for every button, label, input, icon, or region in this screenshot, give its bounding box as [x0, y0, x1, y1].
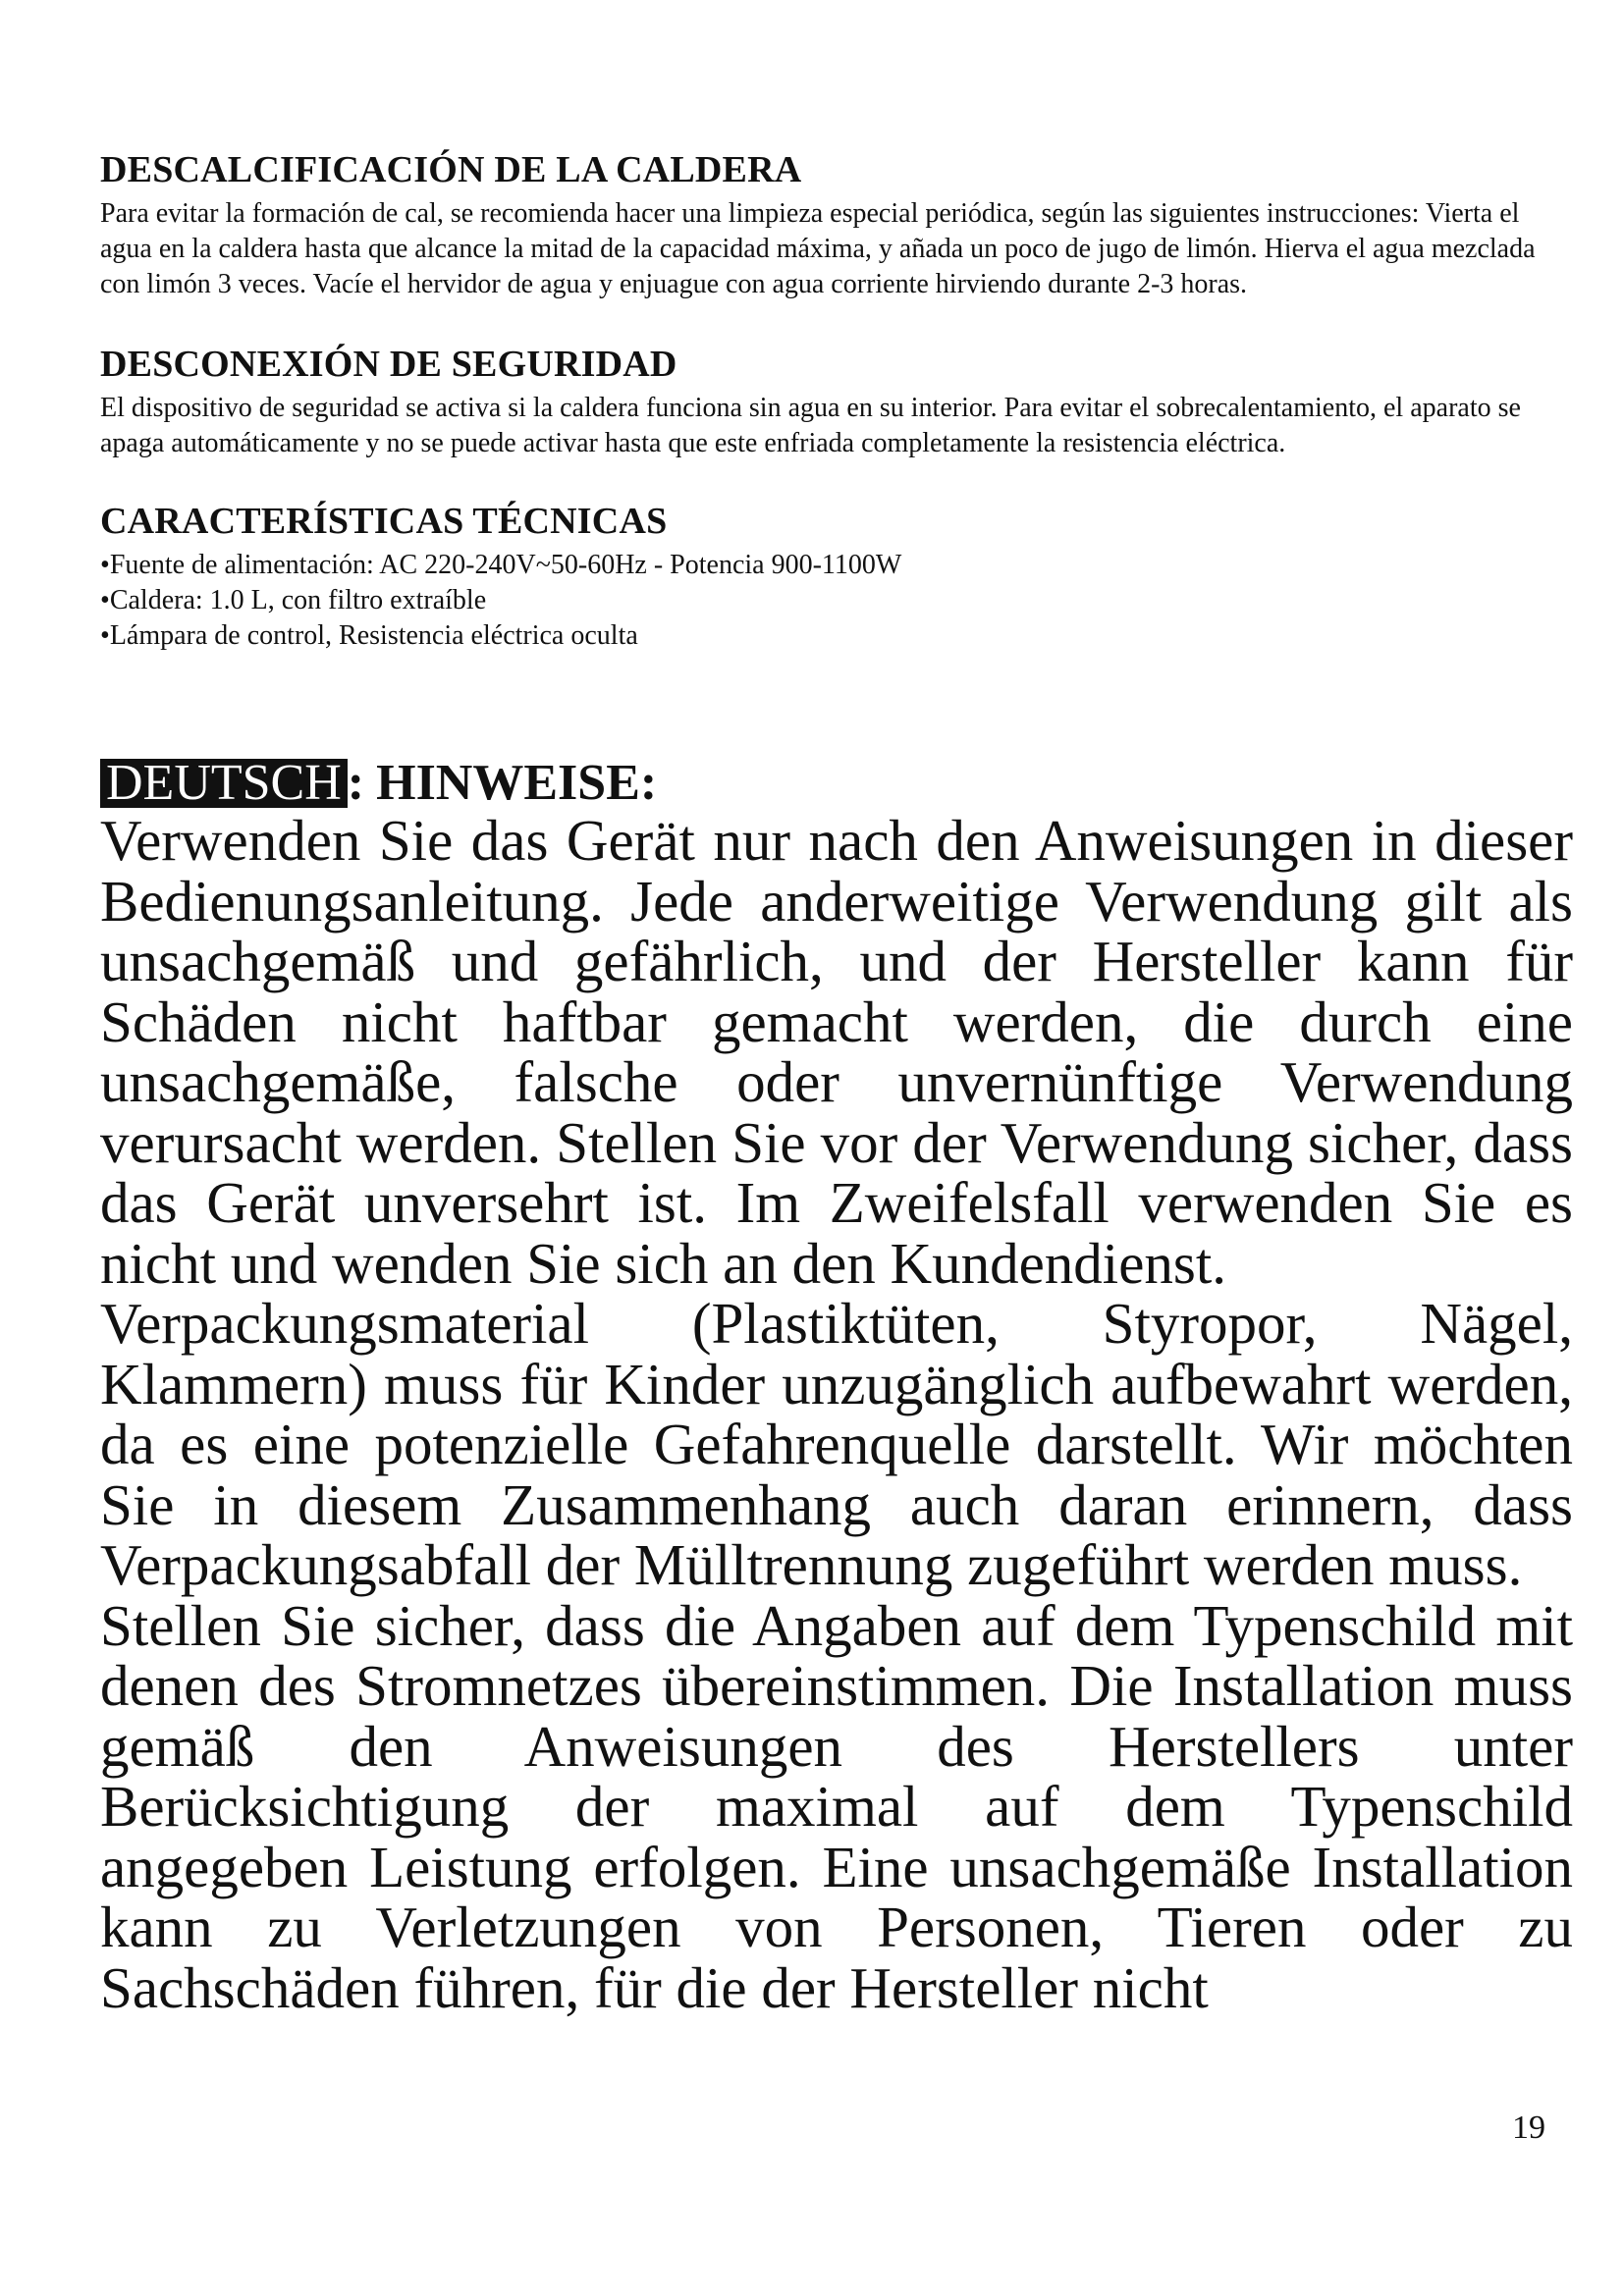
deutsch-paragraph: Stellen Sie sicher, dass die Angaben auf dem Typenschild mit denen des Stromnetzes übereinstimmen. Die Installation muss gemäß den Anweisungen des Herstellers unter Berücksichtigung der maximal auf dem Typenschild angegeben Leistung erfolgen. Eine unsachgemäße Installation kann zu Verletzungen von Personen, Tieren oder zu Sachschäden führen, für die der Hersteller nicht	[100, 1592, 1573, 2020]
deutsch-heading-suffix: HINWEISE:	[376, 755, 658, 811]
section-desconexion	[100, 342, 1573, 461]
spec-item: • Fuente de alimentación: AC 220-240V~50-60Hz - Potencia 900-1100W	[100, 548, 1573, 583]
heading-colon: :	[347, 755, 365, 811]
section-deutsch	[100, 756, 1573, 2018]
deutsch-paragraph: Verpackungsmaterial (Plastiktüten, Styropor, Nägel, Klammern) muss für Kinder unzugänglich aufbewahrt werden, da es eine potenzielle Gefahrenquelle darstellt. Wir möchten Sie in diesem Zusammenhang auch daran erinnern, dass Verpackungsabfall der Mülltrennung zugeführt werden muss.	[100, 1291, 1573, 1597]
section-descalcificacion	[100, 147, 1573, 302]
spec-item: • Caldera: 1.0 L, con filtro extraíble	[100, 583, 1573, 618]
section-title-caracteristicas: CARACTERÍSTICAS TÉCNICAS	[100, 501, 668, 542]
spec-list	[100, 548, 1573, 654]
section-title-descalcificacion: DESCALCIFICACIÓN DE LA CALDERA	[100, 149, 802, 190]
page-content	[100, 147, 1573, 2018]
section-text-desconexion: El dispositivo de seguridad se activa si la caldera funciona sin agua en su interior. Para evitar el sobrecalentamiento, el aparato se apaga automáticamente y no se puede activar hasta que este enfriada completamente la resistencia eléctrica.	[100, 393, 1521, 458]
section-caracteristicas	[100, 499, 1573, 654]
section-title-desconexion: DESCONEXIÓN DE SEGURIDAD	[100, 344, 677, 385]
deutsch-heading	[100, 756, 1573, 811]
section-text-descalcificacion: Para evitar la formación de cal, se recomienda hacer una limpieza especial periódica, según las siguientes instrucciones: Vierta el agua en la caldera hasta que alcance la mitad de la capacidad máxima, y añada un poco de jugo de limón. Hierva el agua mezclada con limón 3 veces. Vacíe el hervidor de agua y enjuague con agua corriente hirviendo durante 2-3 horas.	[100, 198, 1536, 299]
page-number: 19	[1512, 2109, 1545, 2146]
deutsch-paragraph: Verwenden Sie das Gerät nur nach den Anweisungen in dieser Bedienungsanleitung. Jede anderweitige Verwendung gilt als unsachgemäß und gefährlich, und der Hersteller kann für Schäden nicht haftbar gemacht werden, die durch eine unsachgemäße, falsche oder unvernünftige Verwendung verursacht werden. Stellen Sie vor der Verwendung sicher, dass das Gerät unversehrt ist. Im Zweifelsfall verwenden Sie es nicht und wenden Sie sich an den Kundendienst.	[100, 808, 1573, 1296]
spec-item: • Lámpara de control, Resistencia eléctrica oculta	[100, 618, 1573, 654]
language-label: DEUTSCH	[100, 759, 348, 808]
